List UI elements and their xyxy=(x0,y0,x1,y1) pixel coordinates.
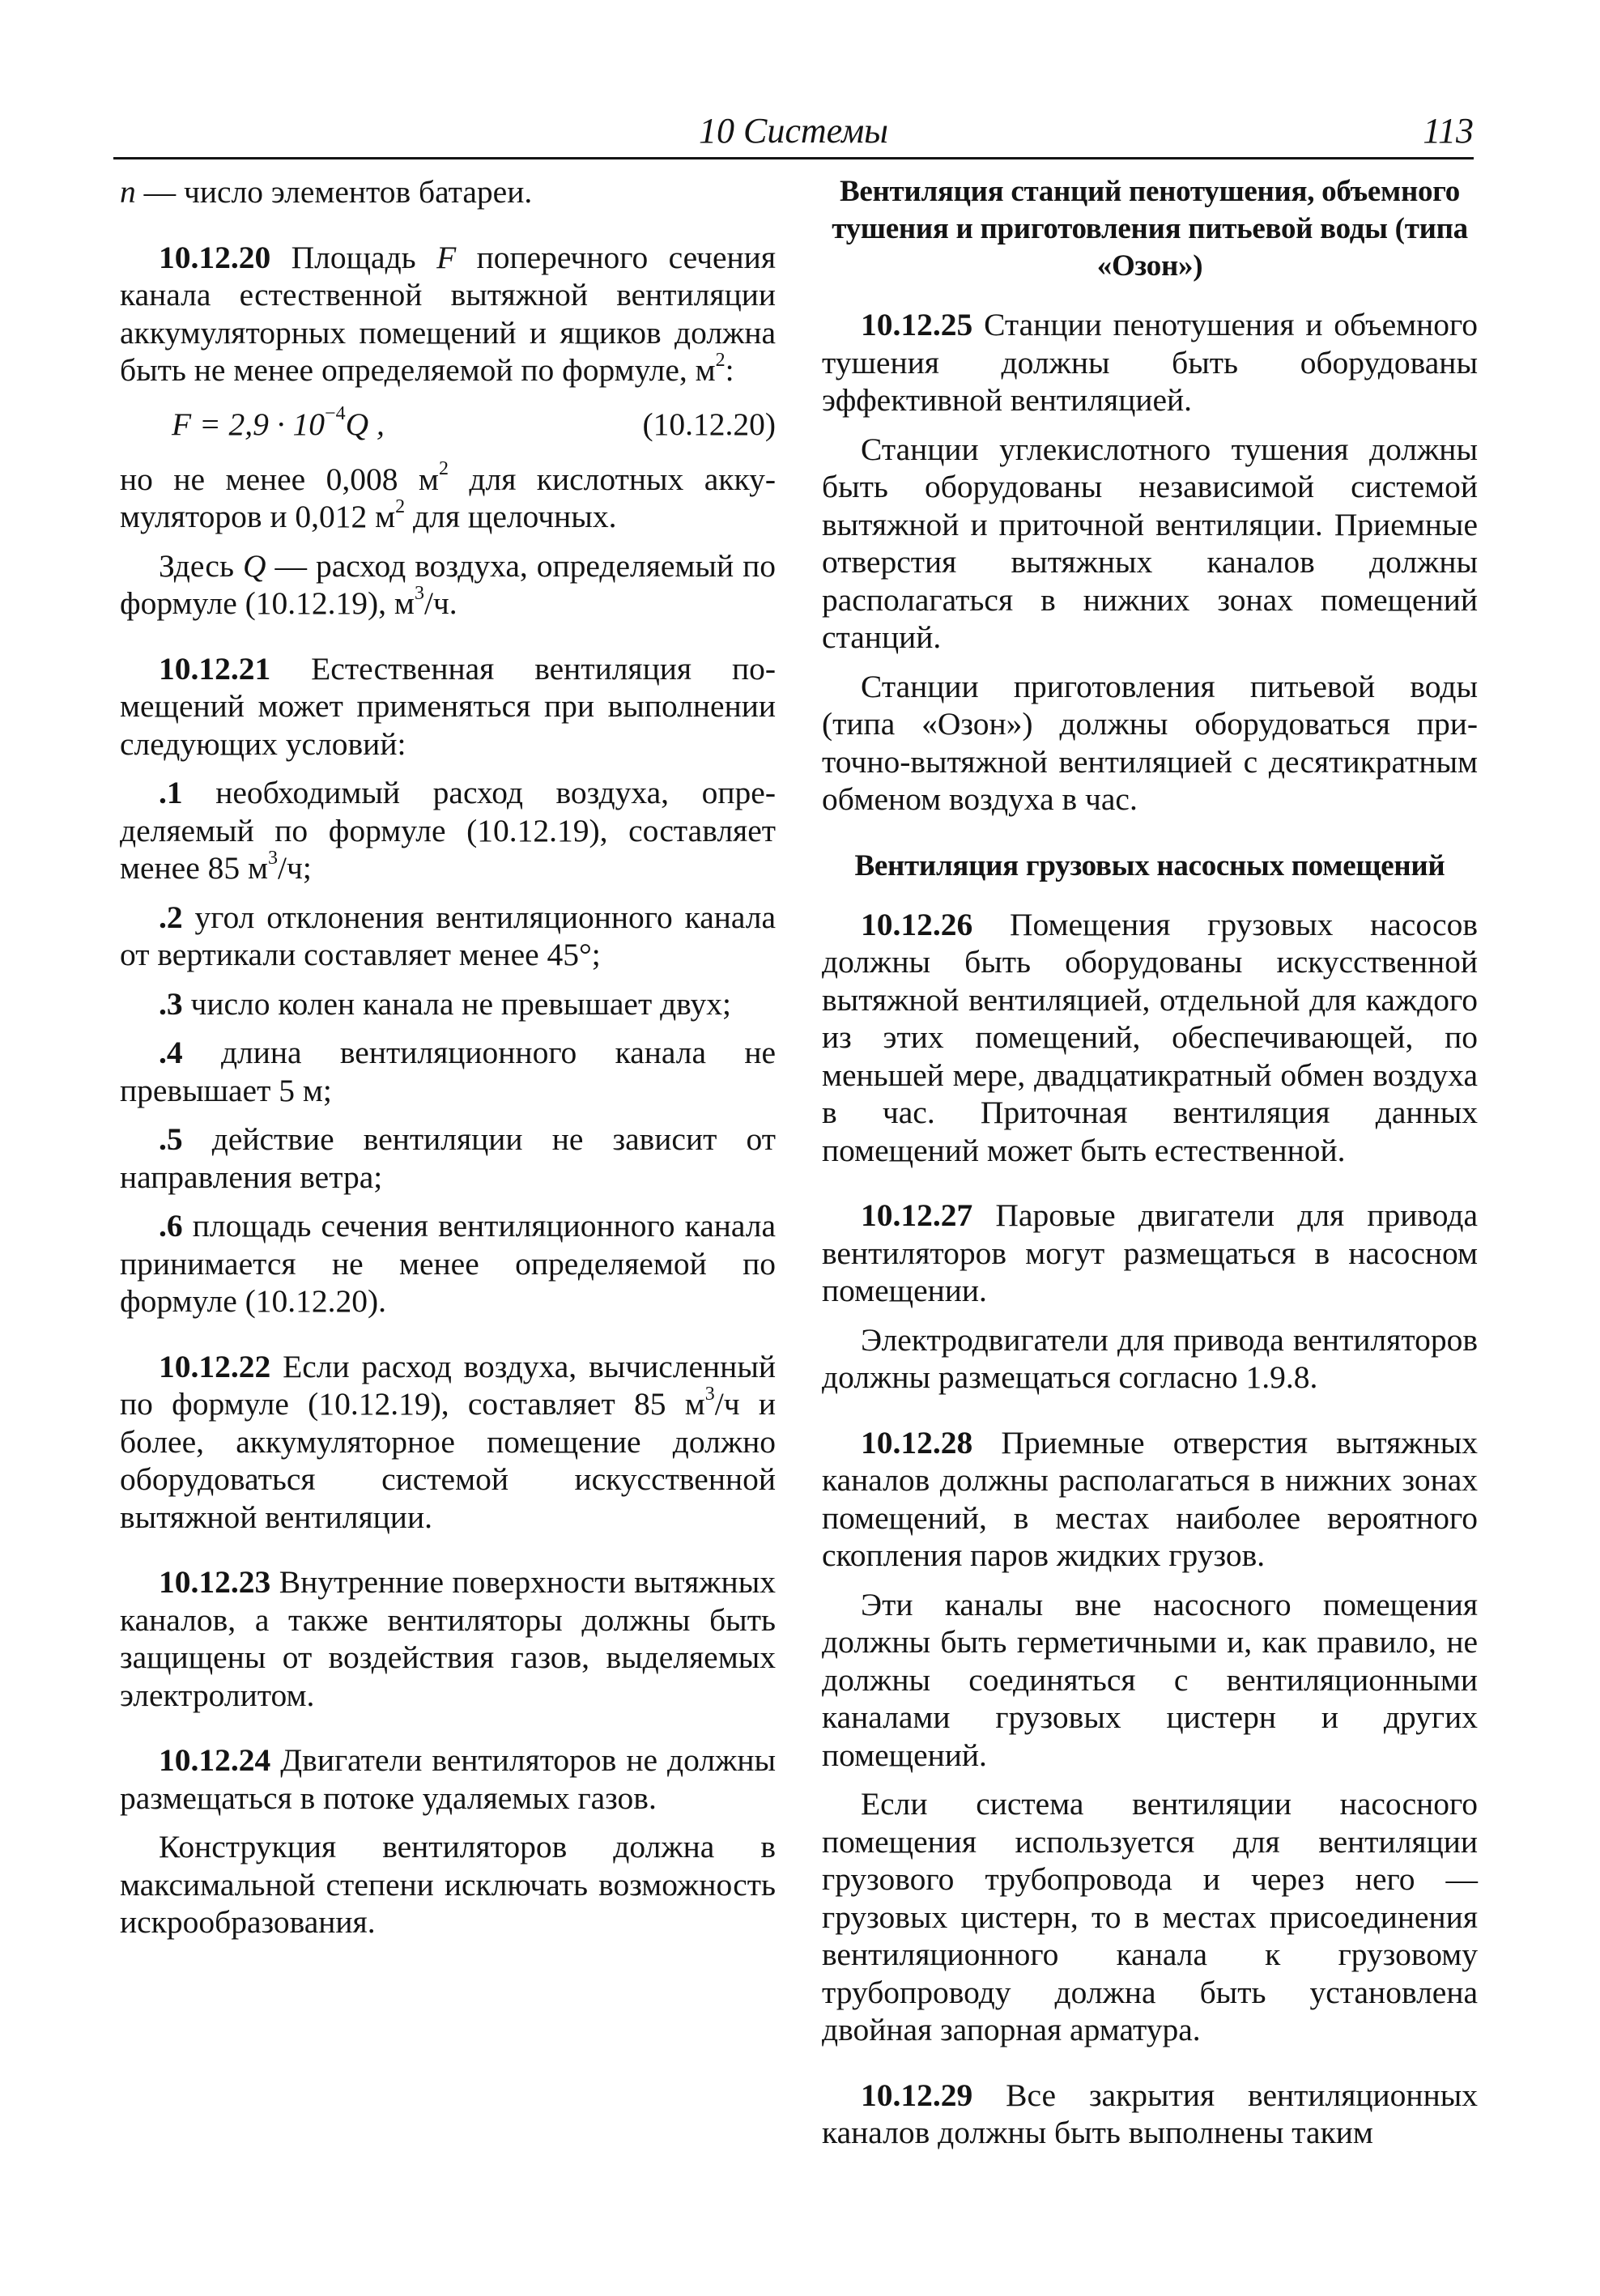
clause-10-12-26: 10.12.26 Помещения грузовых насосов должны быть оборудованы искусственной вытяжной вентиляцией, отдельной для каждого из этих помещений, обеспечивающей, по меньшей мере, двадцатикратный обмен воздуха в час. Приточная вентиляция данных помещений может быть естественной. xyxy=(822,906,1478,1168)
clause-10-12-28-channels: Эти каналы вне насосного помещения должны быть герметичными и, как правило, не должны соединяться с вентиляционными каналами грузовых цистерн и других помещений. xyxy=(822,1586,1478,1773)
page-number: 113 xyxy=(1423,111,1474,151)
section-heading-foam-station-ventilation: Вентиляция станций пенотушения, объемного тушения и приготовления питьевой воды (типа «Озон») xyxy=(832,175,1468,283)
clause-10-12-28: 10.12.28 Приемные отверстия вытяжных каналов должны располагаться в нижних зонах помещений, в местах наиболее вероятного скопления паров жидких грузов. xyxy=(822,1424,1478,1573)
running-title: 10 Системы xyxy=(699,111,888,151)
clause-10-12-25: 10.12.25 Станции пенотушения и объемного тушения должны быть оборудованы эффективной вентиляцией. xyxy=(822,307,1478,418)
condition-item-1: .1 необходимый расход воздуха, определяемый по формуле (10.12.19), составляет менее 85 $м^3/ч$; xyxy=(120,775,776,886)
left-column xyxy=(120,173,776,1953)
page-header xyxy=(113,105,1474,159)
condition-item-3: .3 число колен канала не превышает двух; xyxy=(159,985,731,1022)
clause-10-12-20-continuation: но не менее 0,008 $м^2$ для кислотных аккумуляторов и 0,012 $м^2$ для щелочных. xyxy=(120,458,776,534)
clause-10-12-22: 10.12.22 Если расход воздуха, вычисленный по формуле (10.12.19), составляет 85 $м^3/ч$ и более, аккумуляторное помещение должно оборудоваться системой искусственной вытяжной вентиляции. xyxy=(120,1348,776,1535)
section-heading-pump-room-ventilation: Вентиляция грузовых насосных помещений xyxy=(854,848,1445,882)
formula-number: (10.12.20) xyxy=(642,406,776,442)
n-definition: n — число элементов батареи. xyxy=(120,174,533,210)
clause-10-12-25-co2: Станции углекислотного тушения должны быть оборудованы независимой системой вытяжной и приточной вентиляции. Приемные отверстия вытяжных каналов должны располагаться в нижних зонах помещений станций. xyxy=(822,431,1478,655)
clause-10-12-24: 10.12.24 Двигатели вентиляторов не должны размещаться в потоке удаляемых газов. xyxy=(120,1742,776,1816)
clause-10-12-27: 10.12.27 Паровые двигатели для привода вентиляторов могут размещаться в насосном помещении. xyxy=(822,1197,1478,1308)
q-definition: Здесь Q — расход воздуха, определяемый по формуле (10.12.19), $м^3/ч$. xyxy=(120,547,776,621)
condition-item-4: .4 длина вентиляционного канала не превышает 5 м; xyxy=(120,1035,776,1108)
clause-10-12-23: 10.12.23 Внутренние поверхности вытяжных каналов, а также вентиляторы должны быть защищены от воздействия газов, выделяемых электролитом. xyxy=(120,1564,776,1713)
clause-10-12-20: 10.12.20 Площадь F поперечного сечения канала естественной вытяжной вентиляции аккумуляторных помещений и ящиков должна быть не менее определяемой по формуле, $м^2$: xyxy=(120,239,776,388)
clause-10-12-21: 10.12.21 Естественная вентиляция помещений может применяться при выполнении следующих условий: xyxy=(120,650,776,762)
clause-10-12-24-fan-design: Конструкция вентиляторов должна в максимальной степени исключать возможность искрообразования. xyxy=(120,1829,776,1940)
condition-item-2: .2 угол отклонения вентиляционного канала от вертикали составляет менее 45°; xyxy=(120,899,776,972)
right-column xyxy=(822,173,1478,2163)
clause-10-12-28-double-valves: Если система вентиляции насосного помещения используется для вентиляции грузового трубопровода и через него — грузовых цистерн, то в местах присоединения вентиляционного канала к грузовому трубопроводу должна быть установлена двойная запорная арматура. xyxy=(822,1786,1478,2047)
formula-expression: $F = 2,9 \cdot 10^{-4}Q$ , xyxy=(172,403,385,442)
condition-item-5: .5 действие вентиляции не зависит от направления ветра; xyxy=(120,1121,776,1195)
formula-10-12-20 xyxy=(120,404,776,449)
clause-10-12-25-ozone: Станции приготовления питьевой воды (типа «Озон») должны оборудоваться приточно-вытяжной вентиляцией с десятикратным обменом воздуха в час. xyxy=(822,668,1478,817)
condition-item-6: .6 площадь сечения вентиляционного канала принимается не менее определяемой по формуле (10.12.20). xyxy=(120,1208,776,1319)
clause-10-12-29: 10.12.29 Все закрытия вентиляционных каналов должны быть выполнены таким xyxy=(822,2077,1478,2150)
clause-10-12-27-electric-motors: Электродвигатели для привода вентиляторов должны размещаться согласно 1.9.8. xyxy=(822,1321,1478,1395)
